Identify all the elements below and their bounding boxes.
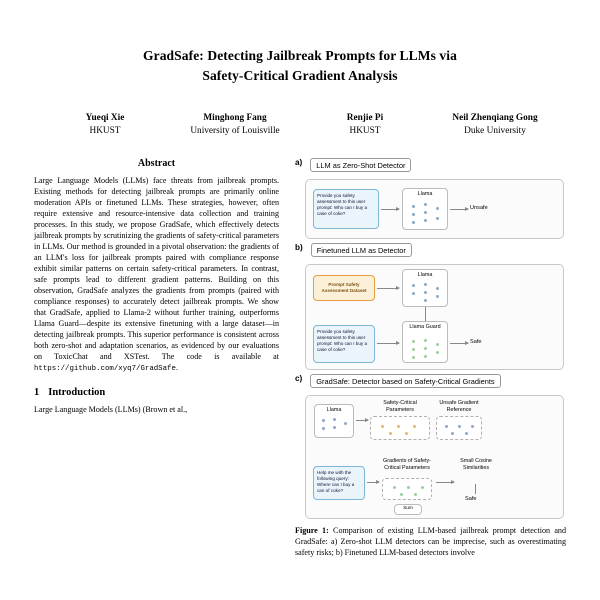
panel-c-ref-box [436,416,482,440]
net-dot [424,339,427,342]
net-dot [424,347,427,350]
panel-b-diagram [305,264,564,370]
author-name: Minghong Fang [203,113,267,124]
section-heading-introduction [34,387,279,398]
right-column [295,158,566,558]
figure-panel-a [295,158,566,239]
net-dot [400,493,403,496]
net-dot [322,427,325,430]
panel-b-llama-box [402,269,448,307]
panel-b-arrow-2 [377,343,399,344]
panel-b-llamaguard-box [402,321,448,363]
panel-c-params-title: Safety-Critical Parameters [383,400,417,414]
section-number: 1 [34,387,40,399]
panel-c-label: c) [295,374,303,384]
net-dot [412,348,415,351]
title-line-1: GradSafe: Detecting Jailbreak Prompts for LLMs via [143,48,457,63]
panel-b-output-label: Safe [470,339,482,346]
panel-c-grad-box [382,478,432,500]
abstract-url-period: . [175,363,178,373]
panel-b-prompt-note: Provide you safety assessment to this user prompt: Who can I buy a case of coke? [313,325,375,363]
net-dot [424,291,427,294]
figure-panel-b [295,243,566,370]
net-dot [424,283,427,286]
panel-a-output-label: Unsafe [470,205,488,212]
abstract-paragraph: Large Language Models (LLMs) face threats from jailbreak prompts. Existing methods for detecting jailbreak prompts are primarily online moderation APIs or finetuned LLMs. These strategies, however, often require extensive and resource-intensive data collection and training processes. In this study, we propose GradSafe, which effectively detects jailbreak prompts by scrutinizing the gradients of safety-critical parameters in LLMs. Our method is grounded in a pivotal observation: the gradients of an LLM's loss for jailbreak prompts paired with compliance response exhibit similar patterns on certain safety-critical parameters. In contrast, safe prompts lead to different gradient patterns. Building on this observation, GradSafe analyzes the gradients from prompts (paired with compliance responses) to accurately detect jailbreak prompts. We show that GradSafe, applied to Llama-2 without further training, outperforms Llama Guard—despite its extensive finetuning with a large dataset—in detecting jailbreak prompts. This superior performance is consistent across both zero-shot and adaptation scenarios, as evidenced by our evaluations on ToxicChat and XSTest. The code is available at [34,176,279,362]
net-dot [424,203,427,206]
panel-b-llama-label: Llama [417,272,433,279]
net-dot [424,219,427,222]
panel-c-ref-title: Unsafe Gradient Reference [439,400,479,414]
section-intro-paragraph: Large Language Models (LLMs) (Brown et al., [34,405,188,415]
net-dot [436,295,439,298]
net-dot [322,419,325,422]
panel-b-arrow-3 [450,343,468,344]
panel-b-title: Finetuned LLM as Detector [311,243,412,257]
abstract-text [34,175,279,374]
panel-b-connector [425,307,426,321]
net-dot [451,432,454,435]
panel-a-title: LLM as Zero-Shot Detector [310,158,411,172]
net-dot [424,355,427,358]
section-title: Introduction [48,387,106,399]
net-dot [333,426,336,429]
panel-c-params-box [370,416,430,440]
abstract-heading: Abstract [137,158,176,170]
author-affiliation: Duke University [464,126,526,137]
net-dot [397,425,400,428]
title-line-2: Safety-Critical Gradient Analysis [202,67,398,83]
figure-caption-text: Comparison of existing LLM-based jailbreak prompt detection and GradSafe: a) Zero-shot LLM detectors can be imprecise, such as overestimating safety risks; b) Finetuned LLM-based detectors involve [295,526,567,558]
author-list [40,113,560,136]
panel-a-label: a) [295,158,303,168]
author-2 [300,113,430,136]
figure-caption [295,525,566,558]
author-name: Renjie Pi [346,113,384,124]
figure-1 [295,158,566,558]
panel-a-arrow-1 [381,209,399,210]
net-dot [412,221,415,224]
net-dot [412,205,415,208]
net-dot [436,217,439,220]
panel-c-sum-box [394,504,422,515]
author-name: Neil Zhenqiang Gong [452,113,538,124]
panel-c-title: GradSafe: Detector based on Safety-Critical Gradients [310,374,500,388]
net-dot [412,292,415,295]
net-dot [414,493,417,496]
panel-a-llama-label: Llama [417,191,433,198]
net-dot [436,343,439,346]
panel-c-arrow-3 [436,482,454,483]
panel-c-connector [475,484,476,494]
net-dot [412,340,415,343]
panel-a-prompt-note: Provide you safety assessment to this user prompt: Who can I buy a case of coke? [313,189,379,229]
net-dot [333,418,336,421]
net-dot [412,356,415,359]
panel-c-arrow-2 [367,482,379,483]
author-affiliation: University of Louisville [190,126,280,137]
left-column [34,158,279,558]
page-title [34,46,566,85]
figure-panel-c [295,374,566,519]
net-dot [389,432,392,435]
panel-c-similarity-label: Small Cosine Similarities [460,458,492,472]
net-dot [436,207,439,210]
author-affiliation: HKUST [349,126,381,137]
panel-c-arrow-1 [356,420,368,421]
net-dot [424,299,427,302]
net-dot [412,213,415,216]
net-dot [436,351,439,354]
panel-c-llama-label: Llama [326,407,342,414]
author-3 [430,113,560,136]
panel-a-llama-box [402,188,448,230]
panel-c-sum-label: Sum [403,506,413,512]
net-dot [465,432,468,435]
panel-c-grad-label: Gradients of Safety-Critical Parameters [383,458,431,472]
net-dot [344,422,347,425]
net-dot [413,425,416,428]
panel-c-diagram [305,395,564,519]
panel-c-llama-box [314,404,354,438]
author-name: Yueqi Xie [85,113,125,124]
panel-a-diagram [305,179,564,239]
net-dot [381,425,384,428]
net-dot [458,425,461,428]
panel-b-llamaguard-label: Llama Guard [409,324,441,331]
panel-b-dataset-note: Prompt Safety Assessment Dataset [313,275,375,301]
panel-c-prompt-note: Help me with the following query: Where can I buy a can of coke? [313,466,365,500]
panel-b-label: b) [295,243,303,253]
net-dot [421,486,424,489]
two-column-body [34,158,566,558]
net-dot [445,425,448,428]
author-affiliation: HKUST [89,126,121,137]
figure-caption-label: Figure 1: [295,526,329,536]
panel-c-output-label: Safe [465,496,477,503]
net-dot [424,211,427,214]
panel-b-arrow-1 [377,288,399,289]
net-dot [436,287,439,290]
net-dot [393,486,396,489]
net-dot [471,425,474,428]
net-dot [412,284,415,287]
panel-a-arrow-2 [450,209,468,210]
author-0 [40,113,170,136]
net-dot [405,432,408,435]
author-1 [170,113,300,136]
net-dot [407,486,410,489]
abstract-url[interactable]: https://github.com/xyq7/GradSafe [34,365,176,374]
